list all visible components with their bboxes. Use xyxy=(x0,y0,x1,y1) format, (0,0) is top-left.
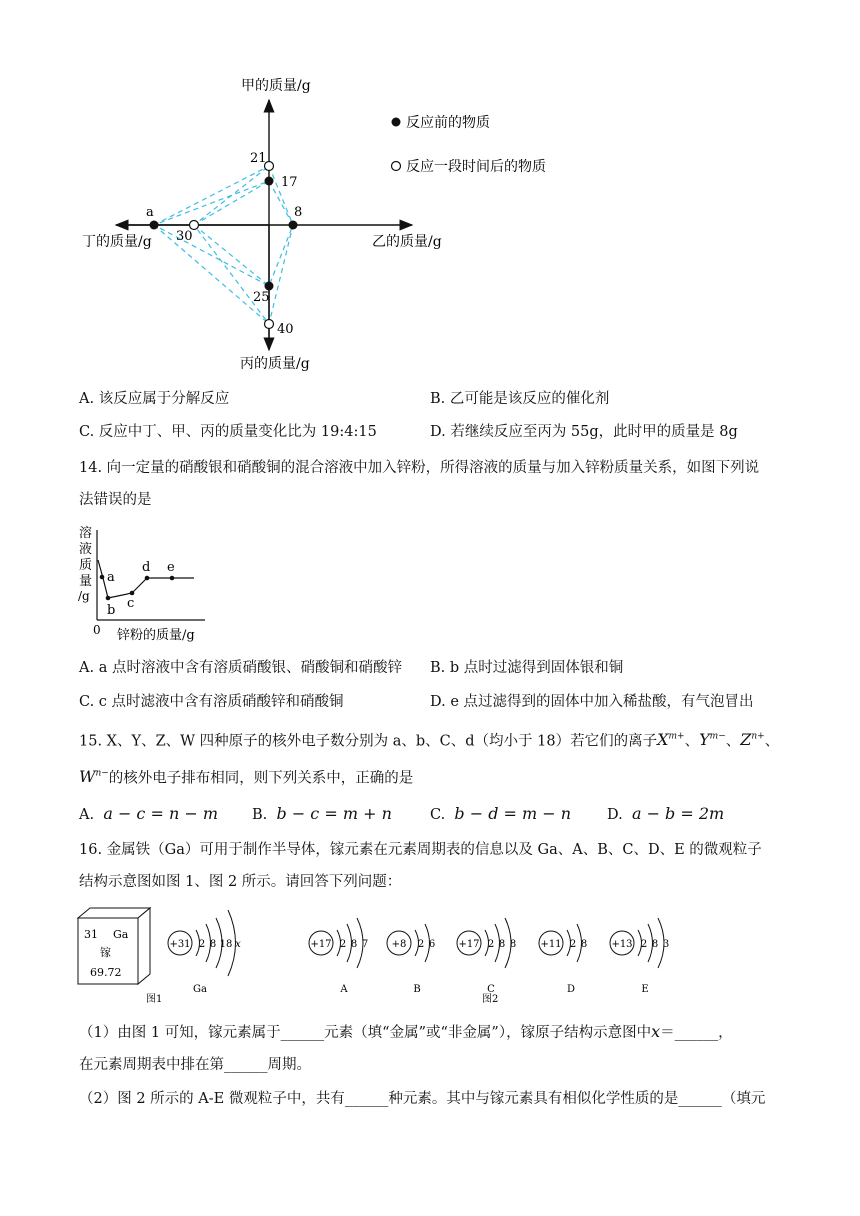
svg-text:D: D xyxy=(566,984,576,995)
q14-point-e xyxy=(170,576,175,581)
svg-text:18: 18 xyxy=(219,939,233,950)
q14-point-c xyxy=(130,591,135,596)
q15-stem-line2 xyxy=(79,764,413,788)
svg-text:2: 2 xyxy=(640,939,648,950)
q14-point-a xyxy=(100,575,105,580)
q15-option-c[interactable]: C. b − d = m − n xyxy=(430,804,572,823)
svg-text:A: A xyxy=(340,984,348,995)
q14-point-d xyxy=(145,576,150,581)
svg-text:2: 2 xyxy=(569,939,577,950)
point-jia-before xyxy=(265,177,274,186)
q14-ylabel-0: 溶 xyxy=(79,526,93,541)
q14-ylabel-4: /g xyxy=(78,589,90,603)
axis-bottom-title: 丙的质量/g xyxy=(240,356,310,372)
q14-ylabel-2: 质 xyxy=(79,558,93,573)
label-17: 17 xyxy=(281,175,298,190)
label-40: 40 xyxy=(277,322,294,337)
q13-option-d[interactable]: D. 若继续反应至丙为 55g，此时甲的质量是 8g xyxy=(430,424,738,440)
q13-option-a[interactable]: A. 该反应属于分解反应 xyxy=(79,391,230,407)
q15-stem-pre: 15. X、Y、Z、W 四种原子的核外电子数分别为 a、b、C、d（均小于 18）若它们的离子 xyxy=(79,733,658,750)
q15-ion-y: $Y^{m-}$ xyxy=(699,730,726,750)
axis-top-title: 甲的质量/g xyxy=(241,78,311,94)
axis-left-title: 丁的质量/g xyxy=(82,234,152,250)
q14-point-b xyxy=(106,596,111,601)
q15-ion-w: $W^{n-}$ xyxy=(79,767,109,787)
svg-text:+17: +17 xyxy=(458,939,480,950)
q14-ylabel-3: 量 xyxy=(79,574,93,589)
axis-right-title: 乙的质量/g xyxy=(372,234,442,250)
q13-option-c[interactable]: C. 反应中丁、甲、丙的质量变化比为 19:4:15 xyxy=(79,424,377,440)
element-number: 31 xyxy=(84,928,98,941)
svg-text:8: 8 xyxy=(498,939,506,950)
point-ding-before xyxy=(150,221,159,230)
q15-option-d[interactable]: D. a − b = 2m xyxy=(607,804,725,823)
q14-stem-line2: 法错误的是 xyxy=(79,492,152,508)
q15-ion-x: $X^{m+}$ xyxy=(657,730,685,750)
svg-text:2: 2 xyxy=(198,939,206,950)
q14-label-c: c xyxy=(127,596,135,611)
label-8: 8 xyxy=(294,205,303,220)
q14-option-c[interactable]: C. c 点时滤液中含有溶质硝酸锌和硝酸铜 xyxy=(79,694,344,710)
q16-figures xyxy=(70,900,790,1012)
label-a: a xyxy=(146,205,154,220)
point-yi-before xyxy=(289,221,298,230)
element-card xyxy=(78,908,150,984)
svg-text:2: 2 xyxy=(417,939,425,950)
svg-text:8: 8 xyxy=(209,939,217,950)
element-symbol: Ga xyxy=(113,928,129,941)
q14-xlabel: 锌粉的质量/g xyxy=(117,628,195,643)
q15-option-b[interactable]: B. b − c = m + n xyxy=(252,804,392,823)
particle-c xyxy=(457,918,516,995)
label-30: 30 xyxy=(176,229,193,244)
q15-option-a[interactable]: A. a − c = n − m xyxy=(79,804,219,823)
svg-text:8: 8 xyxy=(651,939,659,950)
q16-sub2-line1: （2）图 2 所示的 A-E 微观粒子中，共有______种元素。其中与镓元素具有相似化学性质的是______（填元 xyxy=(79,1091,766,1107)
q13-radar-chart xyxy=(0,60,860,380)
svg-text:+13: +13 xyxy=(611,939,633,950)
q15-stem-post: 的核外电子排布相同，则下列关系中，正确的是 xyxy=(108,770,414,787)
svg-text:8: 8 xyxy=(580,939,588,950)
q14-label-e: e xyxy=(167,560,175,575)
before-polygon xyxy=(154,181,293,286)
svg-text:C: C xyxy=(487,984,495,995)
legend-after-marker xyxy=(392,162,401,171)
particle-a xyxy=(309,918,368,995)
q16-sub1-line1: （1）由图 1 可知，镓元素属于______元素（填“金属”或“非金属”），镓原子结构示意图中x＝______， xyxy=(79,1022,733,1041)
legend-before-marker xyxy=(392,118,401,127)
particle-b xyxy=(387,924,435,995)
svg-text:E: E xyxy=(641,984,649,995)
svg-text:+31: +31 xyxy=(169,939,191,950)
q14-chart xyxy=(70,520,230,645)
svg-text:+8: +8 xyxy=(391,939,407,950)
after-polygon xyxy=(194,166,293,324)
q15-ion-z: $Z^{n+}$ xyxy=(740,730,765,750)
svg-text:2: 2 xyxy=(339,939,347,950)
svg-text:Ga: Ga xyxy=(193,984,207,995)
q14-origin: 0 xyxy=(93,623,101,637)
label-21: 21 xyxy=(250,151,267,166)
legend-after-label: 反应一段时间后的物质 xyxy=(406,159,546,175)
q16-stem-line1: 16. 金属铁（Ga）可用于制作半导体，镓元素在元素周期表的信息以及 Ga、A、B、C、D、E 的微观粒子 xyxy=(79,842,762,858)
legend-before-label: 反应前的物质 xyxy=(406,115,490,131)
svg-text:+17: +17 xyxy=(310,939,332,950)
point-bing-after xyxy=(265,320,274,329)
svg-text:B: B xyxy=(413,984,421,995)
label-25: 25 xyxy=(253,290,270,305)
q14-option-d[interactable]: D. e 点过滤得到的固体中加入稀盐酸，有气泡冒出 xyxy=(430,694,754,710)
q16-sub1-line2: 在元素周期表中排在第______周期。 xyxy=(79,1057,311,1073)
q14-option-a[interactable]: A. a 点时溶液中含有溶质硝酸银、硝酸铜和硝酸锌 xyxy=(79,660,402,676)
element-name: 镓 xyxy=(100,946,111,959)
svg-text:8: 8 xyxy=(509,939,517,950)
q14-label-a: a xyxy=(107,570,115,585)
svg-text:3: 3 xyxy=(662,939,670,950)
q13-option-b[interactable]: B. 乙可能是该反应的催化剂 xyxy=(430,391,610,407)
q15-stem-line1: 15. X、Y、Z、W 四种原子的核外电子数分别为 a、b、C、d（均小于 18）若它们的离子$X^{m+}$、$Y^{m-}$、$Z^{n+}$、 xyxy=(79,730,780,750)
svg-text:7: 7 xyxy=(361,939,369,950)
fig1-label: 图1 xyxy=(146,994,163,1005)
svg-text:2: 2 xyxy=(487,939,495,950)
q16-stem-line2: 结构示意图如图 1、图 2 所示。请回答下列问题： xyxy=(79,874,402,890)
atom-ga xyxy=(168,910,241,995)
particle-d xyxy=(539,924,587,995)
q14-label-d: d xyxy=(142,560,151,575)
element-mass: 69.72 xyxy=(90,966,122,979)
particle-e xyxy=(610,918,669,995)
q14-ylabel-1: 液 xyxy=(79,542,93,557)
q14-option-b[interactable]: B. b 点时过滤得到固体银和铜 xyxy=(430,660,624,676)
fig2-label: 图2 xyxy=(482,994,499,1005)
svg-text:6: 6 xyxy=(428,939,436,950)
q14-stem-line1: 14. 向一定量的硝酸银和硝酸铜的混合溶液中加入锌粉，所得溶液的质量与加入锌粉质量关系，如图下列说 xyxy=(79,460,760,476)
svg-text:+11: +11 xyxy=(540,939,562,950)
q14-label-b: b xyxy=(107,603,116,618)
svg-text:8: 8 xyxy=(350,939,358,950)
svg-text:x: x xyxy=(235,939,241,950)
